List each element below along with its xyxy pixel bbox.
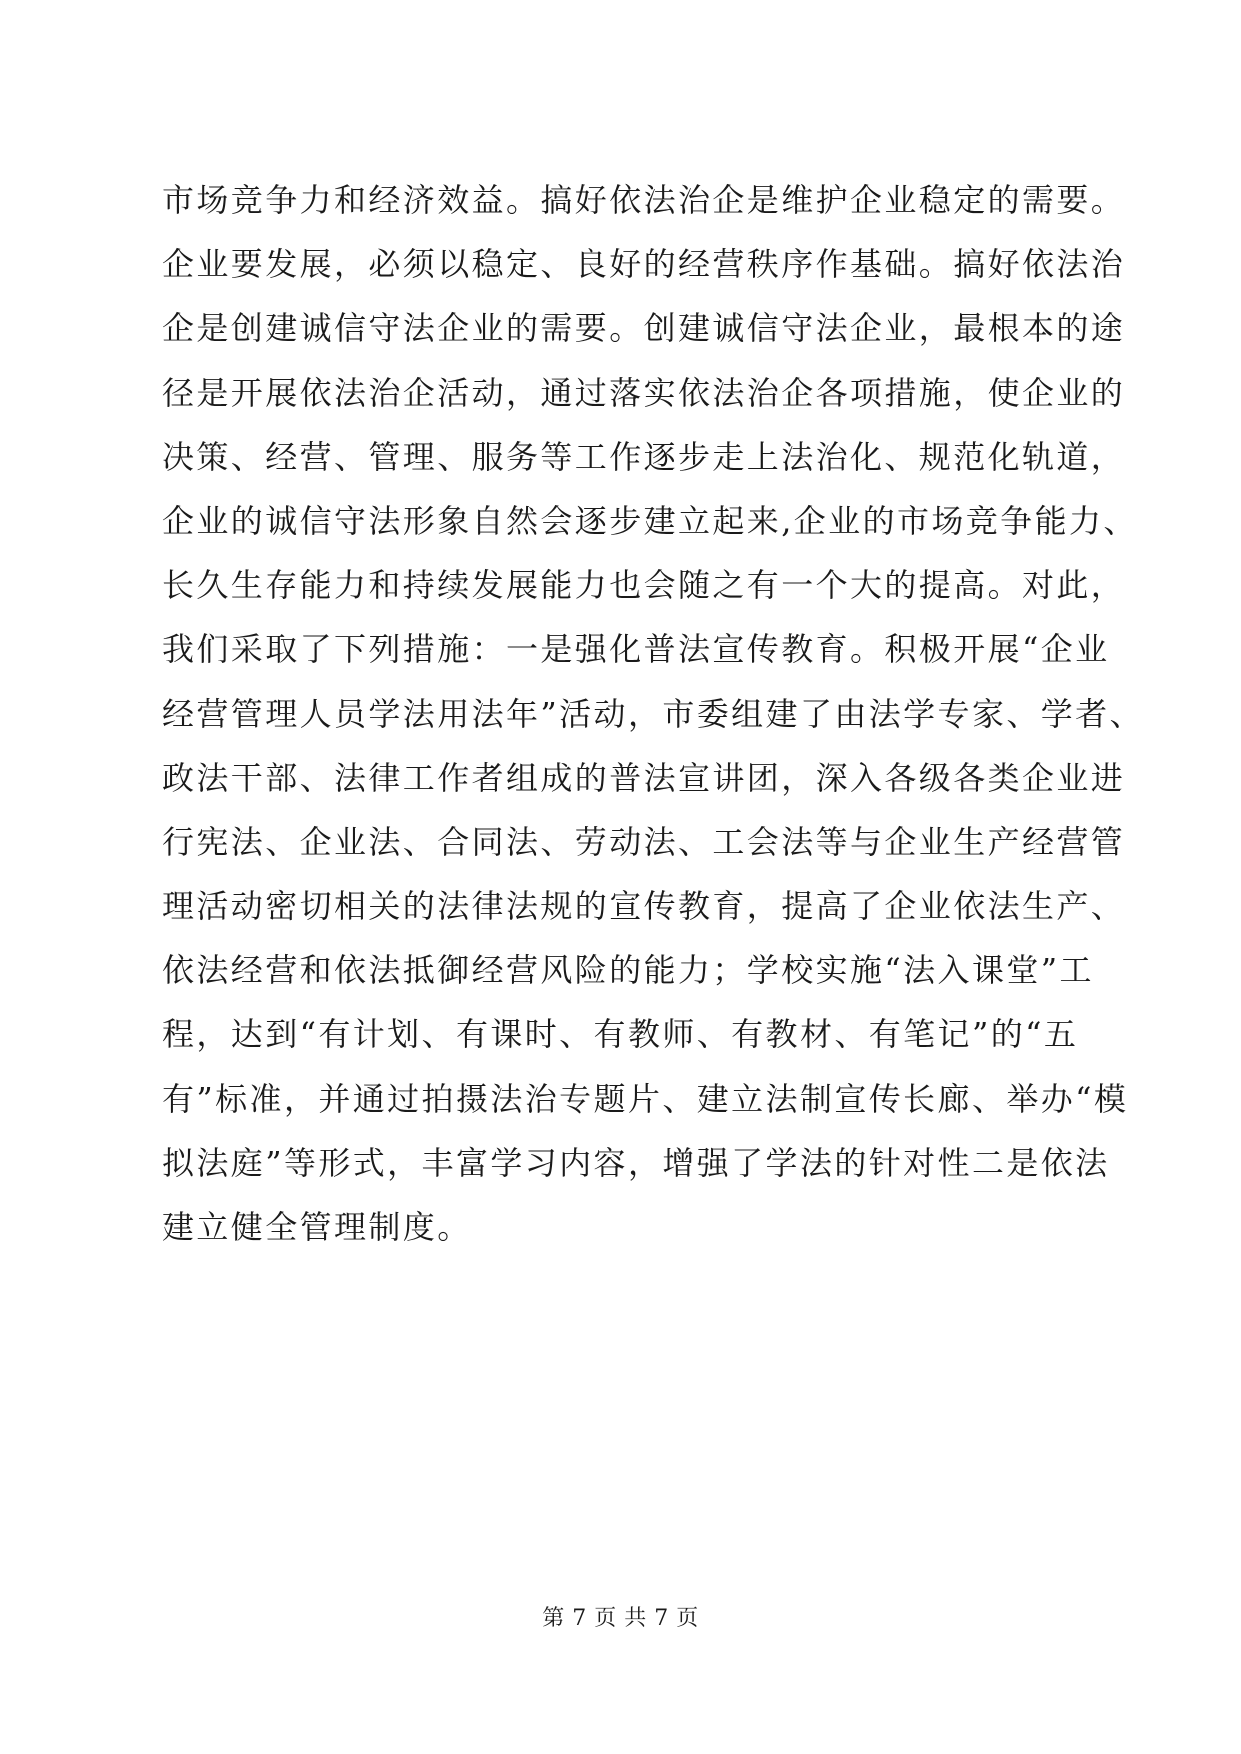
- text-line: 企是创建诚信守法企业的需要。创建诚信守法企业，最根本的途: [162, 309, 1126, 348]
- text-line: 我们采取了下列措施：一是强化普法宣传教育。积极开展“企业: [162, 630, 1110, 669]
- text-line: 建立健全管理制度。: [162, 1208, 472, 1246]
- page-footer: [0, 1604, 1241, 1634]
- text-line: 拟法庭”等形式，丰富学习内容，增强了学法的针对性二是依法: [162, 1143, 1110, 1182]
- text-line: 长久生存能力和持续发展能力也会随之有一个大的提高。对此，: [162, 566, 1126, 605]
- page-number-label: 第 7 页 共 7 页: [542, 1606, 699, 1631]
- text-line: 政法干部、法律工作者组成的普法宣讲团，深入各级各类企业进: [162, 758, 1126, 797]
- text-line: 企业要发展，必须以稳定、良好的经营秩序作基础。搞好依法治: [162, 245, 1126, 284]
- text-line: 市场竞争力和经济效益。搞好依法治企是维护企业稳定的需要。: [162, 181, 1126, 219]
- text-line: 依法经营和依法抵御经营风险的能力；学校实施“法入课堂”工: [162, 951, 1094, 990]
- text-line: 程，达到“有计划、有课时、有教师、有教材、有笔记”的“五: [162, 1015, 1079, 1054]
- body-paragraph: [162, 168, 1144, 1259]
- text-line: 企业的诚信守法形象自然会逐步建立起来,企业的市场竞争能力、: [162, 501, 1138, 540]
- text-line: 经营管理人员学法用法年”活动，市委组建了由法学专家、学者、: [162, 694, 1144, 733]
- text-line: 行宪法、企业法、合同法、劳动法、工会法等与企业生产经营管: [162, 822, 1126, 861]
- text-line: 理活动密切相关的法律法规的宣传教育，提高了企业依法生产、: [162, 887, 1126, 926]
- text-line: 决策、经营、管理、服务等工作逐步走上法治化、规范化轨道，: [162, 437, 1126, 476]
- text-line: 有”标准，并通过拍摄法治专题片、建立法制宣传长廊、举办“模: [162, 1079, 1129, 1118]
- text-line: 径是开展依法治企活动，通过落实依法治企各项措施，使企业的: [162, 373, 1126, 412]
